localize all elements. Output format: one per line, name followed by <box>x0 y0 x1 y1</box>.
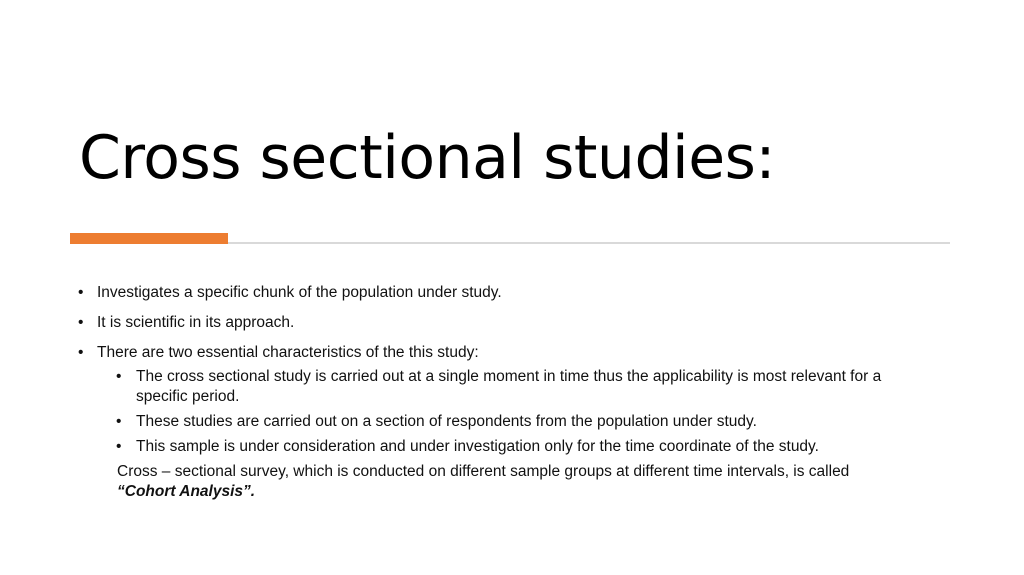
bullet-item <box>78 343 948 363</box>
bullet-dot-icon: • <box>78 284 84 301</box>
bullet-text: Investigates a specific chunk of the population under study. <box>97 284 502 301</box>
sub-bullet-text: This sample is under consideration and under investigation only for the time coordinate of the study. <box>136 438 819 455</box>
bullet-dot-icon: • <box>78 344 84 361</box>
sub-bullet-item <box>78 437 936 457</box>
bullet-dot-icon: • <box>116 413 122 430</box>
bullet-text: There are two essential characteristics of the this study: <box>97 344 479 361</box>
title-accent-bar <box>70 233 228 244</box>
sub-bullet-item <box>78 367 936 407</box>
bullet-text: It is scientific in its approach. <box>97 314 295 331</box>
bullet-dot-icon: • <box>116 368 122 385</box>
bullet-dot-icon: • <box>116 438 122 455</box>
slide-body <box>78 283 948 502</box>
closing-text: Cross – sectional survey, which is conducted on different sample groups at different time intervals, is called <box>117 463 850 480</box>
closing-paragraph <box>78 462 948 502</box>
sub-bullet-item <box>78 412 936 432</box>
bullet-dot-icon: • <box>78 314 84 331</box>
sub-bullet-text: These studies are carried out on a section of respondents from the population under study. <box>136 413 757 430</box>
bullet-item <box>78 283 948 303</box>
slide-title: Cross sectional studies: <box>79 123 776 193</box>
cohort-analysis-emphasis: “Cohort Analysis”. <box>117 483 256 500</box>
sub-bullet-text: The cross sectional study is carried out at a single moment in time thus the applicability is most relevant for a specific period. <box>136 368 882 405</box>
bullet-item <box>78 313 948 333</box>
